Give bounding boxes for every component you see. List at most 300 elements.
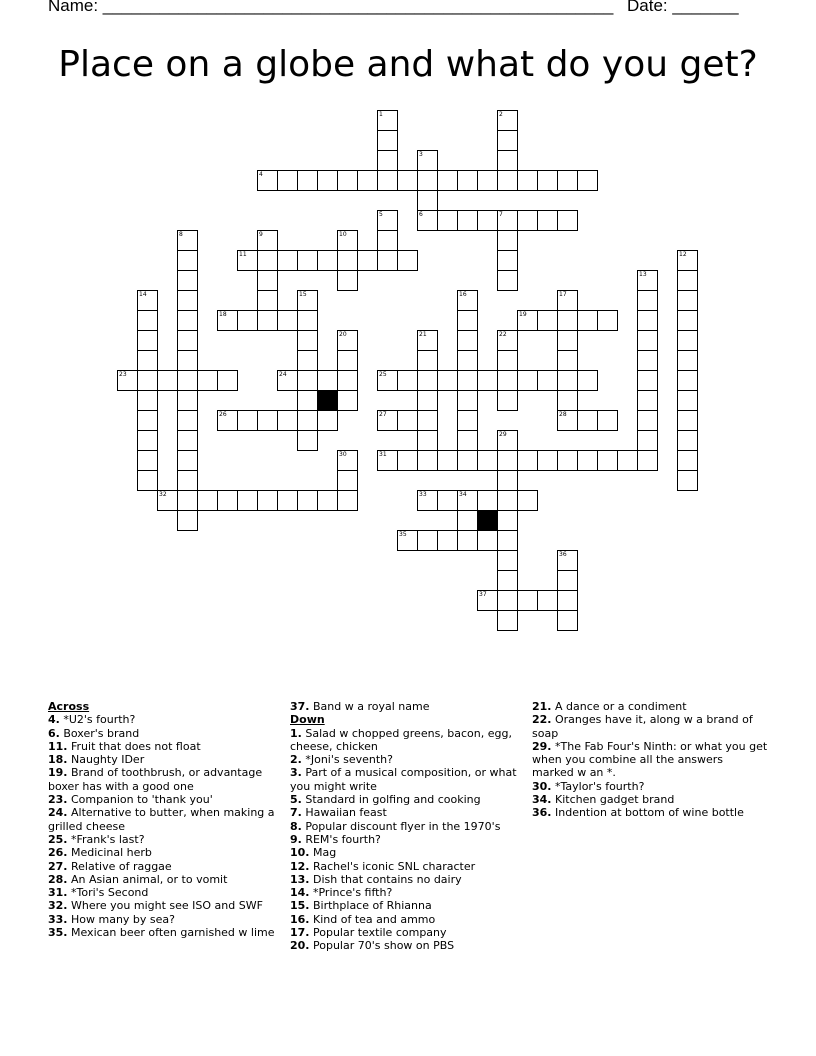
crossword-cell[interactable] xyxy=(177,250,198,271)
crossword-cell[interactable] xyxy=(377,250,398,271)
crossword-cell[interactable] xyxy=(457,510,478,531)
date-field[interactable]: Date: _______ xyxy=(627,0,739,15)
clue-number: 15 xyxy=(299,291,307,298)
crossword-cell[interactable] xyxy=(477,170,498,191)
crossword-cell[interactable] xyxy=(517,170,538,191)
crossword-cell[interactable] xyxy=(217,490,238,511)
clue-item xyxy=(290,886,526,899)
crossword-cell[interactable] xyxy=(457,530,478,551)
crossword-cell[interactable] xyxy=(637,410,658,431)
clue-item xyxy=(290,727,526,754)
crossword-cell[interactable] xyxy=(537,370,558,391)
crossword-cell[interactable] xyxy=(417,190,438,211)
crossword-cell[interactable] xyxy=(497,470,518,491)
crossword-cell[interactable] xyxy=(437,450,458,471)
crossword-cell[interactable] xyxy=(517,310,538,331)
crossword-cell[interactable] xyxy=(177,230,198,251)
crossword-cell[interactable] xyxy=(457,410,478,431)
clue-item xyxy=(48,713,284,726)
crossword-cell[interactable] xyxy=(237,410,258,431)
crossword-cell[interactable] xyxy=(197,490,218,511)
crossword-cell[interactable] xyxy=(317,170,338,191)
clue-item xyxy=(290,926,526,939)
crossword-cell[interactable] xyxy=(237,490,258,511)
crossword-cell[interactable] xyxy=(377,230,398,251)
crossword-cell[interactable] xyxy=(497,390,518,411)
crossword-cell[interactable] xyxy=(337,490,358,511)
crossword-cell[interactable] xyxy=(577,410,598,431)
clue-item-text: Hawaiian feast xyxy=(301,806,387,820)
crossword-cell[interactable] xyxy=(677,330,698,351)
crossword-cell[interactable] xyxy=(337,230,358,251)
crossword-cell[interactable] xyxy=(497,570,518,591)
crossword-cell[interactable] xyxy=(177,490,198,511)
crossword-cell[interactable] xyxy=(497,250,518,271)
crossword-cell[interactable] xyxy=(557,410,578,431)
clue-item-text: Where you might see ISO and SWF xyxy=(67,899,263,913)
crossword-cell[interactable] xyxy=(257,310,278,331)
crossword-cell[interactable] xyxy=(557,370,578,391)
crossword-cell[interactable] xyxy=(317,410,338,431)
crossword-cell[interactable] xyxy=(397,170,418,191)
crossword-cell[interactable] xyxy=(177,410,198,431)
clue-item-number: 21. xyxy=(532,700,552,713)
clue-item-text: A dance or a condiment xyxy=(551,700,687,713)
crossword-cell[interactable] xyxy=(137,410,158,431)
crossword-cell[interactable] xyxy=(677,250,698,271)
crossword-cell[interactable] xyxy=(257,270,278,291)
crossword-cell[interactable] xyxy=(177,510,198,531)
crossword-cell[interactable] xyxy=(637,430,658,451)
clue-number: 14 xyxy=(139,291,147,298)
crossword-cell[interactable] xyxy=(417,370,438,391)
crossword-cell[interactable] xyxy=(297,390,318,411)
crossword-cell[interactable] xyxy=(257,490,278,511)
crossword-cell[interactable] xyxy=(497,170,518,191)
clue-item-number: 27. xyxy=(48,859,68,873)
clue-item xyxy=(48,766,284,793)
crossword-cell[interactable] xyxy=(377,410,398,431)
crossword-cell[interactable] xyxy=(537,310,558,331)
crossword-cell[interactable] xyxy=(397,530,418,551)
crossword-cell[interactable] xyxy=(337,330,358,351)
clue-item-text: Alternative to butter, when making a grilled cheese xyxy=(48,806,275,833)
clue-item xyxy=(290,753,526,766)
crossword-cell[interactable] xyxy=(557,390,578,411)
crossword-cell[interactable] xyxy=(497,110,518,131)
crossword-cell[interactable] xyxy=(157,490,178,511)
crossword-cell[interactable] xyxy=(337,450,358,471)
crossword-cell[interactable] xyxy=(337,250,358,271)
crossword-cell[interactable] xyxy=(557,170,578,191)
crossword-cell[interactable] xyxy=(317,370,338,391)
crossword-cell[interactable] xyxy=(457,350,478,371)
crossword-cell[interactable] xyxy=(277,170,298,191)
crossword-cell[interactable] xyxy=(297,290,318,311)
crossword-cell[interactable] xyxy=(457,170,478,191)
crossword-cell[interactable] xyxy=(457,330,478,351)
clues-column-1 xyxy=(48,700,284,939)
crossword-cell[interactable] xyxy=(297,430,318,451)
crossword-cell[interactable] xyxy=(637,370,658,391)
crossword-cell[interactable] xyxy=(257,290,278,311)
crossword-cell[interactable] xyxy=(537,450,558,471)
crossword-cell[interactable] xyxy=(377,130,398,151)
crossword-cell[interactable] xyxy=(557,610,578,631)
clue-item xyxy=(290,793,526,806)
crossword-cell[interactable] xyxy=(577,370,598,391)
crossword-cell[interactable] xyxy=(497,130,518,151)
crossword-cell[interactable] xyxy=(557,550,578,571)
clue-number: 29 xyxy=(499,431,507,438)
clue-item-number: 4. xyxy=(48,713,60,727)
crossword-cell[interactable] xyxy=(497,430,518,451)
clue-item-number: 7. xyxy=(290,806,302,820)
crossword-cell[interactable] xyxy=(257,410,278,431)
crossword-cell[interactable] xyxy=(377,210,398,231)
crossword-cell[interactable] xyxy=(137,390,158,411)
clue-item xyxy=(290,913,526,926)
clue-item-text: Indention at bottom of wine bottle xyxy=(551,806,744,820)
crossword-cell[interactable] xyxy=(337,170,358,191)
crossword-cell[interactable] xyxy=(357,170,378,191)
crossword-cell[interactable] xyxy=(277,250,298,271)
clue-item-text: *Taylor's fourth? xyxy=(551,779,645,793)
crossword-cell[interactable] xyxy=(277,490,298,511)
crossword-cell[interactable] xyxy=(517,210,538,231)
crossword-cell[interactable] xyxy=(137,310,158,331)
clue-item-number: 29. xyxy=(532,739,552,753)
clue-item-number: 5. xyxy=(290,793,302,807)
crossword-cell[interactable] xyxy=(297,350,318,371)
crossword-cell[interactable] xyxy=(417,210,438,231)
crossword-cell[interactable] xyxy=(637,350,658,371)
clue-item-text: Medicinal herb xyxy=(67,846,152,860)
crossword-cell[interactable] xyxy=(297,250,318,271)
clue-number: 7 xyxy=(499,211,503,218)
clue-item-number: 17. xyxy=(290,926,310,940)
clue-number: 24 xyxy=(279,371,287,378)
crossword-cell[interactable] xyxy=(557,330,578,351)
crossword-cell[interactable] xyxy=(457,390,478,411)
crossword-cell[interactable] xyxy=(437,530,458,551)
crossword-cell[interactable] xyxy=(517,450,538,471)
clue-item-text: How many by sea? xyxy=(67,912,175,926)
crossword-cell[interactable] xyxy=(217,310,238,331)
crossword-cell[interactable] xyxy=(497,350,518,371)
clue-item-number: 28. xyxy=(48,872,68,886)
crossword-cell[interactable] xyxy=(477,590,498,611)
crossword-cell[interactable] xyxy=(637,390,658,411)
crossword-cell[interactable] xyxy=(537,170,558,191)
page-title: Place on a globe and what do you get? xyxy=(58,44,758,85)
crossword-cell[interactable] xyxy=(677,270,698,291)
crossword-cell[interactable] xyxy=(637,330,658,351)
crossword-cell[interactable] xyxy=(137,370,158,391)
clue-item-number: 10. xyxy=(290,846,310,860)
clue-item xyxy=(532,780,768,793)
clue-number: 18 xyxy=(219,311,227,318)
crossword-cell[interactable] xyxy=(177,370,198,391)
crossword-cell[interactable] xyxy=(117,370,138,391)
clue-item-number: 16. xyxy=(290,912,310,926)
crossword-cell[interactable] xyxy=(477,490,498,511)
crossword-cell[interactable] xyxy=(457,210,478,231)
crossword-cell[interactable] xyxy=(237,310,258,331)
clue-number: 36 xyxy=(559,551,567,558)
crossword-cell[interactable] xyxy=(277,310,298,331)
crossword-cell[interactable] xyxy=(497,370,518,391)
crossword-cell[interactable] xyxy=(217,410,238,431)
crossword-cell[interactable] xyxy=(497,330,518,351)
clue-item-text: *Tori's Second xyxy=(67,886,149,900)
clue-item xyxy=(48,846,284,859)
crossword-cell[interactable] xyxy=(257,230,278,251)
clue-number: 13 xyxy=(639,271,647,278)
clue-item xyxy=(290,846,526,859)
crossword-cell[interactable] xyxy=(457,430,478,451)
crossword-cell[interactable] xyxy=(397,450,418,471)
crossword-cell[interactable] xyxy=(497,610,518,631)
crossword-cell[interactable] xyxy=(377,170,398,191)
crossword-cell[interactable] xyxy=(517,370,538,391)
crossword-cell[interactable] xyxy=(397,370,418,391)
crossword-cell[interactable] xyxy=(277,370,298,391)
crossword-cell[interactable] xyxy=(517,490,538,511)
crossword-cell[interactable] xyxy=(677,390,698,411)
crossword-cell[interactable] xyxy=(637,310,658,331)
crossword-cell[interactable] xyxy=(577,310,598,331)
crossword-cell[interactable] xyxy=(537,210,558,231)
crossword-cell[interactable] xyxy=(497,550,518,571)
crossword-cell[interactable] xyxy=(177,390,198,411)
clue-item-number: 18. xyxy=(48,753,68,767)
black-square xyxy=(477,510,498,531)
crossword-cell[interactable] xyxy=(337,270,358,291)
crossword-cell[interactable] xyxy=(417,410,438,431)
clue-number: 21 xyxy=(419,331,427,338)
clue-item-text: Dish that contains no dairy xyxy=(309,872,462,886)
clue-item-text: Mexican beer often garnished w lime xyxy=(67,926,275,940)
crossword-cell[interactable] xyxy=(337,390,358,411)
crossword-cell[interactable] xyxy=(517,590,538,611)
crossword-cell[interactable] xyxy=(177,470,198,491)
crossword-cell[interactable] xyxy=(377,370,398,391)
crossword-cell[interactable] xyxy=(497,150,518,171)
crossword-cell[interactable] xyxy=(177,330,198,351)
crossword-cell[interactable] xyxy=(297,410,318,431)
crossword-cell[interactable] xyxy=(557,310,578,331)
crossword-cell[interactable] xyxy=(417,330,438,351)
crossword-cell[interactable] xyxy=(417,390,438,411)
crossword-cell[interactable] xyxy=(417,430,438,451)
crossword-cell[interactable] xyxy=(497,490,518,511)
crossword-cell[interactable] xyxy=(277,410,298,431)
clue-item xyxy=(48,793,284,806)
crossword-cell[interactable] xyxy=(137,330,158,351)
crossword-cell[interactable] xyxy=(497,590,518,611)
crossword-cell[interactable] xyxy=(137,350,158,371)
clue-item-text: Birthplace of Rhianna xyxy=(309,899,432,913)
crossword-cell[interactable] xyxy=(457,290,478,311)
clue-item-number: 30. xyxy=(532,779,552,793)
crossword-cell[interactable] xyxy=(497,210,518,231)
clue-item xyxy=(48,727,284,740)
crossword-cell[interactable] xyxy=(557,570,578,591)
name-field[interactable]: Name: ______________________________________________________ xyxy=(48,0,614,15)
crossword-cell[interactable] xyxy=(437,490,458,511)
crossword-cell[interactable] xyxy=(337,350,358,371)
crossword-cell[interactable] xyxy=(137,430,158,451)
crossword-cell[interactable] xyxy=(197,370,218,391)
clue-number: 16 xyxy=(459,291,467,298)
crossword-cell[interactable] xyxy=(557,350,578,371)
crossword-cell[interactable] xyxy=(477,530,498,551)
clue-section-heading: Across xyxy=(48,700,90,713)
crossword-cell[interactable] xyxy=(677,470,698,491)
crossword-cell[interactable] xyxy=(497,450,518,471)
crossword-cell[interactable] xyxy=(497,270,518,291)
clue-number: 9 xyxy=(259,231,263,238)
crossword-cell[interactable] xyxy=(437,210,458,231)
crossword-cell[interactable] xyxy=(457,310,478,331)
clue-number: 22 xyxy=(499,331,507,338)
crossword-cell[interactable] xyxy=(557,210,578,231)
crossword-cell[interactable] xyxy=(297,330,318,351)
clue-item xyxy=(532,806,768,819)
clue-item-text: Relative of raggae xyxy=(67,859,172,873)
clue-item-number: 11. xyxy=(48,739,68,753)
crossword-cell[interactable] xyxy=(137,470,158,491)
clue-item xyxy=(532,700,768,713)
crossword-cell[interactable] xyxy=(557,290,578,311)
crossword-cell[interactable] xyxy=(297,490,318,511)
crossword-cell[interactable] xyxy=(677,310,698,331)
clue-item xyxy=(290,833,526,846)
crossword-cell[interactable] xyxy=(137,450,158,471)
crossword-cell[interactable] xyxy=(297,310,318,331)
crossword-cell[interactable] xyxy=(477,370,498,391)
crossword-cell[interactable] xyxy=(217,370,238,391)
crossword-cell[interactable] xyxy=(597,310,618,331)
crossword-cell[interactable] xyxy=(317,250,338,271)
crossword-cell[interactable] xyxy=(297,170,318,191)
crossword-cell[interactable] xyxy=(597,450,618,471)
crossword-cell[interactable] xyxy=(157,370,178,391)
crossword-cell[interactable] xyxy=(577,170,598,191)
clue-item-number: 6. xyxy=(48,726,60,740)
clue-item-text: Rachel's iconic SNL character xyxy=(309,859,476,873)
clue-number: 32 xyxy=(159,491,167,498)
crossword-cell[interactable] xyxy=(677,290,698,311)
crossword-cell[interactable] xyxy=(497,530,518,551)
clue-item-number: 19. xyxy=(48,766,68,780)
crossword-cell[interactable] xyxy=(317,490,338,511)
crossword-cell[interactable] xyxy=(417,170,438,191)
crossword-cell[interactable] xyxy=(417,530,438,551)
crossword-cell[interactable] xyxy=(677,430,698,451)
crossword-cell[interactable] xyxy=(677,350,698,371)
crossword-cell[interactable] xyxy=(597,410,618,431)
crossword-cell[interactable] xyxy=(377,450,398,471)
crossword-cell[interactable] xyxy=(417,150,438,171)
crossword-cell[interactable] xyxy=(457,490,478,511)
clue-item-number: 12. xyxy=(290,859,310,873)
crossword-cell[interactable] xyxy=(377,150,398,171)
clue-item-text: Brand of toothbrush, or advantage boxer has with a good one xyxy=(48,766,263,793)
crossword-cell[interactable] xyxy=(177,310,198,331)
crossword-cell[interactable] xyxy=(257,250,278,271)
crossword-cell[interactable] xyxy=(497,230,518,251)
crossword-cell[interactable] xyxy=(437,170,458,191)
crossword-cell[interactable] xyxy=(337,370,358,391)
clue-item-number: 3. xyxy=(290,766,302,780)
crossword-cell[interactable] xyxy=(457,450,478,471)
crossword-cell[interactable] xyxy=(637,270,658,291)
clue-item-text: Popular textile company xyxy=(309,926,447,940)
clue-number: 1 xyxy=(379,111,383,118)
clue-item-text: Oranges have it, along w a brand of soap xyxy=(532,713,753,740)
crossword-cell[interactable] xyxy=(497,510,518,531)
crossword-cell[interactable] xyxy=(677,450,698,471)
clue-item-number: 1. xyxy=(290,726,302,740)
crossword-cell[interactable] xyxy=(177,290,198,311)
crossword-cell[interactable] xyxy=(237,250,258,271)
crossword-cell[interactable] xyxy=(417,350,438,371)
crossword-cell[interactable] xyxy=(437,370,458,391)
crossword-cell[interactable] xyxy=(177,270,198,291)
crossword-cell[interactable] xyxy=(137,290,158,311)
crossword-cell[interactable] xyxy=(357,250,378,271)
crossword-cell[interactable] xyxy=(417,490,438,511)
clue-section-heading: Down xyxy=(290,713,325,727)
crossword-cell[interactable] xyxy=(677,410,698,431)
crossword-cell[interactable] xyxy=(557,590,578,611)
crossword-cell[interactable] xyxy=(537,590,558,611)
clue-item-number: 23. xyxy=(48,793,68,807)
crossword-cell[interactable] xyxy=(417,450,438,471)
clue-number: 12 xyxy=(679,251,687,258)
crossword-cell[interactable] xyxy=(637,290,658,311)
crossword-cell[interactable] xyxy=(177,450,198,471)
crossword-cell[interactable] xyxy=(177,430,198,451)
crossword-cell[interactable] xyxy=(377,110,398,131)
crossword-cell[interactable] xyxy=(337,470,358,491)
clue-item xyxy=(48,886,284,899)
crossword-cell[interactable] xyxy=(297,370,318,391)
crossword-cell[interactable] xyxy=(257,170,278,191)
clue-item xyxy=(48,860,284,873)
crossword-cell[interactable] xyxy=(637,450,658,471)
crossword-cell[interactable] xyxy=(397,410,418,431)
crossword-cell[interactable] xyxy=(577,450,598,471)
clue-item-number: 25. xyxy=(48,832,68,846)
crossword-cell[interactable] xyxy=(457,370,478,391)
crossword-cell[interactable] xyxy=(477,450,498,471)
clue-item-text: Popular 70's show on PBS xyxy=(309,939,455,953)
crossword-cell[interactable] xyxy=(557,450,578,471)
crossword-cell[interactable] xyxy=(477,210,498,231)
crossword-cell[interactable] xyxy=(677,370,698,391)
clue-item-number: 9. xyxy=(290,832,302,846)
crossword-cell[interactable] xyxy=(617,450,638,471)
crossword-cell[interactable] xyxy=(397,250,418,271)
crossword-cell[interactable] xyxy=(177,350,198,371)
clue-item-number: 34. xyxy=(532,793,552,807)
clue-item-text: An Asian animal, or to vomit xyxy=(67,872,228,886)
clue-item xyxy=(48,833,284,846)
clue-item-number: 13. xyxy=(290,872,310,886)
